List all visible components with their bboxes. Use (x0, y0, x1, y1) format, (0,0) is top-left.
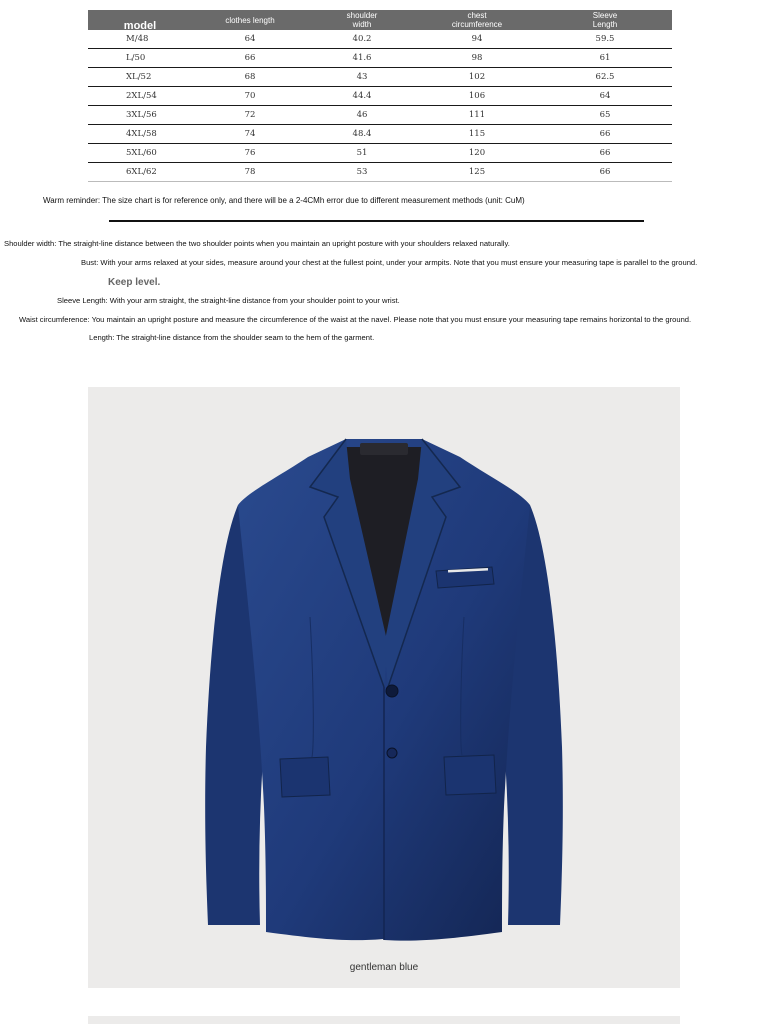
header-clothes-length: clothes length (225, 15, 275, 25)
table-cell: 59.5 (595, 34, 615, 44)
table-cell: 6XL/62 (126, 167, 157, 177)
table-cell: 5XL/60 (126, 148, 157, 158)
note-shoulder-width: Shoulder width: The straight-line distance between the two shoulder points when you maintain an upright posture with your shoulders relaxed naturally. (4, 239, 510, 248)
table-cell: 2XL/54 (126, 91, 157, 101)
next-product-panel (88, 1016, 680, 1024)
table-cell: 120 (468, 148, 486, 158)
note-sleeve-length: Sleeve Length: With your arm straight, the straight-line distance from your shoulder point to your wrist. (57, 296, 400, 305)
table-header (88, 10, 672, 30)
table-cell: 76 (244, 148, 256, 158)
table-row (88, 68, 672, 87)
table-cell: 66 (599, 129, 611, 139)
table-cell: 66 (244, 53, 256, 63)
table-cell: 74 (244, 129, 256, 139)
table-cell: 4XL/58 (126, 129, 157, 139)
table-cell: 46 (356, 110, 368, 120)
product-caption: gentleman blue (349, 962, 419, 973)
table-cell: 106 (468, 91, 486, 101)
table-row (88, 144, 672, 163)
table-cell: 44.4 (352, 91, 372, 101)
note-bust: Bust: With your arms relaxed at your sides, measure around your chest at the fullest point, under your armpits. Note that you must ensure your measuring tape is parallel to the ground. (81, 258, 698, 267)
header-shoulder-width: shoulder width (346, 11, 378, 29)
note-keep-level: Keep level. (108, 277, 161, 288)
table-cell: XL/52 (126, 72, 152, 82)
table-row (88, 87, 672, 106)
table-cell: L/50 (126, 53, 146, 63)
table-cell: 115 (468, 129, 486, 139)
table-cell: 94 (471, 34, 483, 44)
table-cell: 40.2 (352, 34, 372, 44)
product-photo (88, 387, 680, 988)
table-cell: 65 (599, 110, 611, 120)
table-cell: 64 (244, 34, 256, 44)
header-sleeve-length: Sleeve Length (592, 11, 618, 29)
table-body (88, 30, 672, 182)
note-length: Length: The straight-line distance from the shoulder seam to the hem of the garment. (89, 333, 375, 342)
table-row (88, 30, 672, 49)
table-row (88, 163, 672, 182)
table-row (88, 125, 672, 144)
table-cell: 68 (244, 72, 256, 82)
table-cell: 98 (471, 53, 483, 63)
table-cell: 53 (356, 167, 368, 177)
table-row (88, 106, 672, 125)
table-cell: 125 (468, 167, 486, 177)
header-chest-circumference: chest circumference (451, 11, 503, 29)
table-cell: 61 (599, 53, 611, 63)
table-cell: 3XL/56 (126, 110, 157, 120)
table-cell: 111 (468, 110, 486, 120)
table-row (88, 49, 672, 68)
note-waist: Waist circumference: You maintain an upright posture and measure the circumference of the waist at the navel. Please note that you must ensure your measuring tape remains horizontal to the ground. (19, 315, 692, 324)
table-cell: 64 (599, 91, 611, 101)
table-cell: 66 (599, 148, 611, 158)
table-cell: 72 (244, 110, 256, 120)
table-cell: 41.6 (352, 53, 372, 63)
table-cell: 78 (244, 167, 256, 177)
table-cell: 48.4 (352, 129, 372, 139)
divider (109, 220, 644, 222)
table-cell: 70 (244, 91, 256, 101)
table-cell: 62.5 (595, 72, 615, 82)
table-cell: M/48 (126, 34, 149, 44)
header-model: model (123, 19, 157, 32)
blazer-illustration (88, 387, 680, 988)
warm-reminder: Warm reminder: The size chart is for reference only, and there will be a 2-4CMh error due to different measurement methods (unit: CuM) (43, 196, 525, 205)
table-cell: 102 (468, 72, 486, 82)
table-cell: 66 (599, 167, 611, 177)
table-cell: 51 (356, 148, 368, 158)
table-cell: 43 (356, 72, 368, 82)
size-chart-table (88, 10, 672, 182)
